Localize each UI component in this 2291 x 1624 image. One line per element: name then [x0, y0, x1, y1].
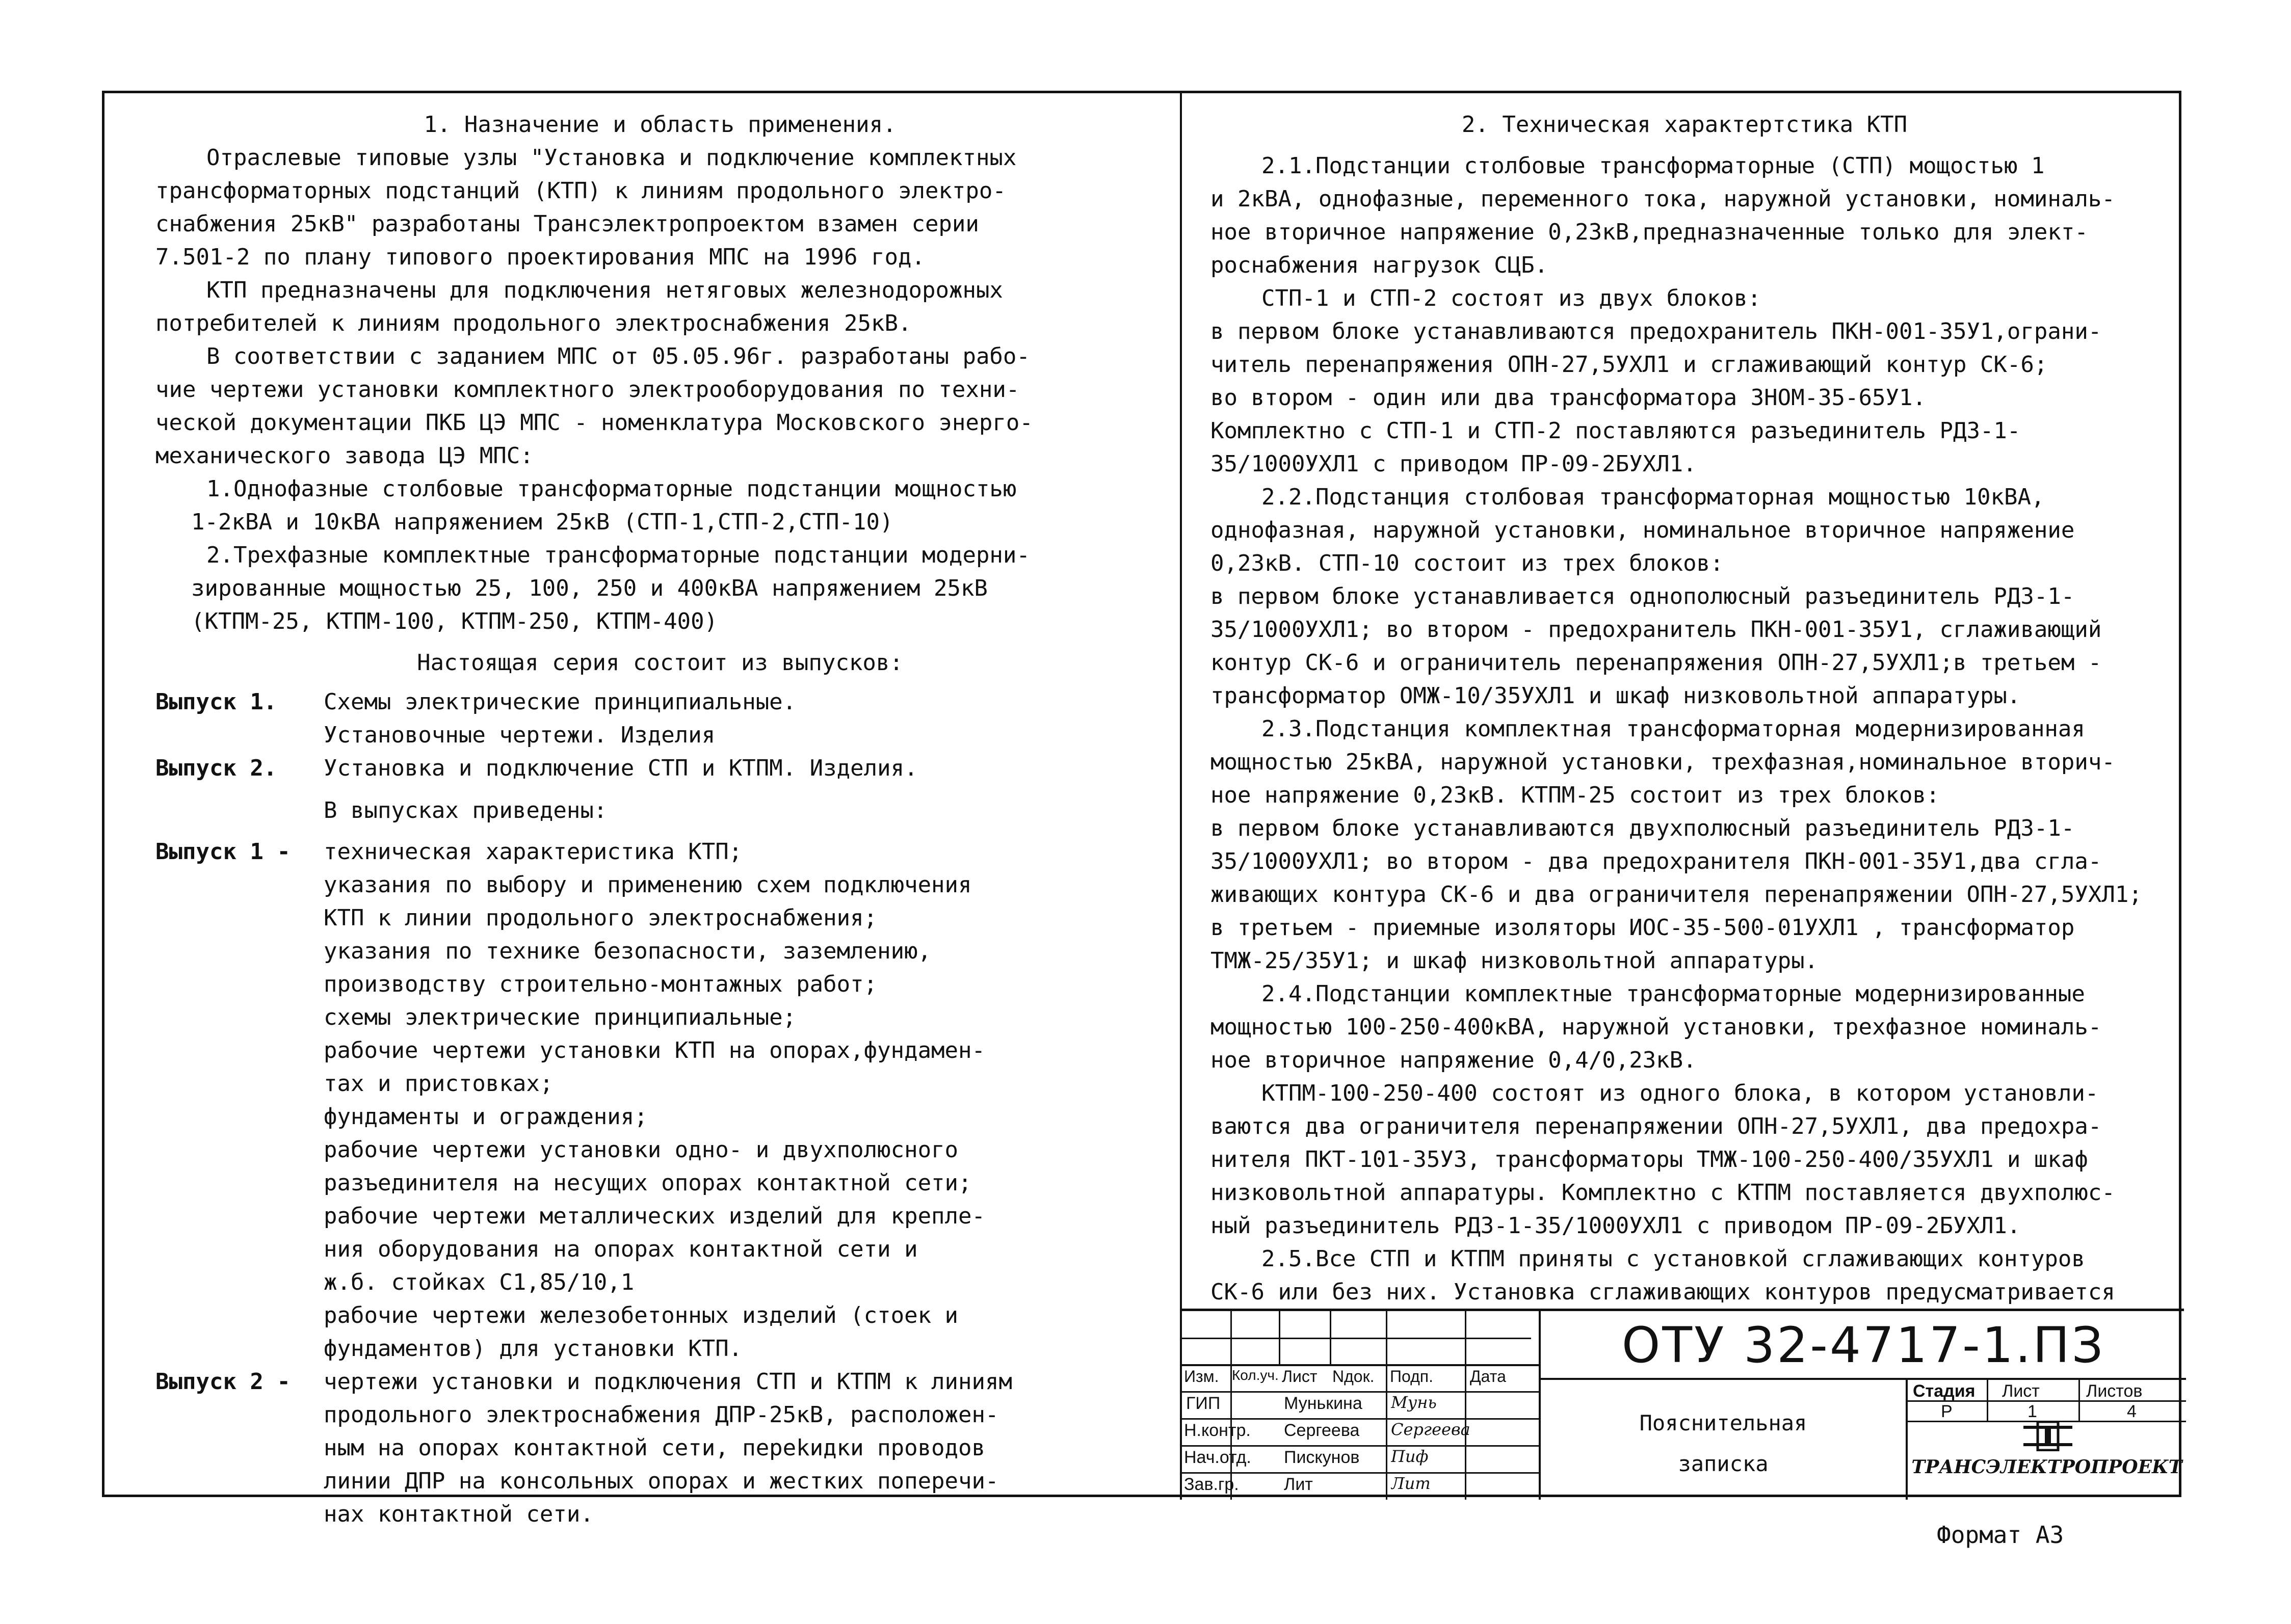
header-ndok: Nдок. [1332, 1367, 1375, 1386]
text-line: Установочные чертежи. Изделия [324, 722, 716, 748]
text-line: продольного электроснабжения ДПР-25кВ, расположен- [324, 1402, 999, 1428]
row-name: Пискунов [1284, 1448, 1360, 1467]
text-line: 1.Однофазные столбовые трансформаторные подстанции мощностью [206, 476, 1017, 502]
text-line: КТП к линии продольного электроснабжения; [324, 905, 878, 931]
text-line: Отраслевые типовые узлы "Установка и подключение комплектных [206, 145, 1017, 171]
signature-grid [1182, 1311, 1539, 1500]
text-line: 35/1000УХЛ1 с приводом ПР-09-2БУХЛ1. [1210, 451, 1697, 477]
text-line: потребителей к линиям продольного электроснабжения 25кВ. [155, 310, 912, 336]
stage-label: Стадия [1913, 1381, 1976, 1401]
text-line: производству строительно-монтажных работ; [324, 971, 878, 997]
text-line: рабочие чертежи установки одно- и двухполюсного [324, 1137, 959, 1163]
text-line: ное напряжение 0,23кВ. КТПМ-25 состоит из трех блоков: [1210, 782, 1940, 808]
document-name [1539, 1380, 1906, 1500]
text-line: рабочие чертежи железобетонных изделий (стоек и [324, 1302, 959, 1328]
org-logo-icon [2022, 1421, 2073, 1451]
row-signature: Пиф [1391, 1447, 1429, 1466]
text-line: 2.1.Подстанции столбовые трансформаторные (СТП) мощостью 1 [1261, 153, 2045, 179]
text-line: низковольтной аппаратуры. Комплектно с КТПМ поставляется двухполюс- [1210, 1180, 2115, 1206]
text-line: рабочие чертежи металлических изделий для крепле- [324, 1203, 986, 1229]
text-line: чертежи установки и подключения СТП и КТПМ к линиям [324, 1369, 1013, 1395]
release-label: Выпуск 1 - [155, 839, 291, 865]
text-line: снабжения 25кВ" разработаны Трансэлектропроектом взамен серии [155, 211, 979, 237]
text-line: КТП предназначены для подключения нетяговых железнодорожных [206, 277, 1003, 303]
drawing-sheet [102, 91, 2182, 1527]
release-1-contents [155, 836, 1165, 1366]
text-line: в первом блоке устанавливаются предохранитель ПКН-001-35У1,ограни- [1210, 318, 2102, 344]
text-line: (КТПМ-25, КТПМ-100, КТПМ-250, КТПМ-400) [191, 608, 718, 634]
given-heading: В выпусках приведены: [324, 797, 608, 823]
text-line: фундаментов) для установки КТП. [324, 1336, 743, 1362]
text-line: во втором - один или два трансформатора ЗНОМ-35-65У1. [1210, 385, 1926, 411]
text-line: чие чертежи установки комплектного электрооборудования по техни- [155, 377, 1020, 403]
text-line: 7.501-2 по плану типового проектирования МПС на 1996 год. [155, 244, 925, 270]
release-2-row [155, 752, 1165, 785]
row-signature: Лит [1391, 1474, 1431, 1493]
row-name: Сергеева [1284, 1421, 1360, 1440]
text-line: СТП-1 и СТП-2 состоят из двух блоков: [1261, 285, 1761, 311]
row-role: Н.контр. [1184, 1421, 1251, 1440]
text-line: читель перенапряжения ОПН-27,5УХЛ1 и сглаживающий контур СК-6; [1210, 352, 2048, 378]
text-line: ческой документации ПКБ ЦЭ МПС - номенклатура Московского энерго- [155, 410, 1033, 436]
row-signature: Сергеева [1391, 1420, 1470, 1439]
row-name: Лит [1284, 1475, 1313, 1494]
document-code: ОТУ 32-4717-1.ПЗ [1539, 1311, 2186, 1380]
text-line: нах контактной сети. [324, 1501, 594, 1527]
text-line: В соответствии с заданием МПС от 05.05.96г. разработаны рабо- [206, 343, 1030, 369]
text-line: в третьем - приемные изоляторы ИОС-35-500-01УХЛ1 , трансформатор [1210, 915, 2075, 941]
text-line: ным на опорах контактной сети, переkидки проводов [324, 1435, 986, 1461]
text-line: 0,23кВ. СТП-10 состоит из трех блоков: [1210, 550, 1724, 576]
sheets-value: 4 [2127, 1402, 2137, 1421]
section-1-heading: 1. Назначение и область применения. [424, 112, 897, 138]
text-line: 35/1000УХЛ1; во втором - предохранитель ПКН-001-35У1, сглаживающий [1210, 617, 2102, 643]
text-line: контур СК-6 и ограничитель перенапряжения ОПН-27,5УХЛ1;в третьем - [1210, 650, 2102, 676]
text-line: КТПМ-100-250-400 состоят из одного блока, в котором установли- [1261, 1080, 2099, 1106]
text-line: 2.4.Подстанции комплектные трансформаторные модернизированные [1261, 981, 2085, 1007]
text-line: 2.3.Подстанция комплектная трансформаторная модернизированная [1261, 716, 2085, 742]
section-2-heading: 2. Техническая характертстика КТП [1461, 112, 1908, 138]
text-line: нителя ПКТ-101-35У3, трансформаторы ТМЖ-100-250-400/35УХЛ1 и шкаф [1210, 1147, 2088, 1173]
release-label: Выпуск 2 - [155, 1369, 291, 1395]
row-role: ГИП [1186, 1394, 1221, 1413]
row-role: Нач.отд. [1184, 1448, 1251, 1467]
text-line: зированные мощностью 25, 100, 250 и 400кВА напряжением 25кВ [191, 575, 988, 601]
sheet-format: Формат А3 [1937, 1521, 2064, 1549]
text-line: 2.2.Подстанция столбовая трансформаторная мощностью 10кВА, [1261, 484, 2045, 510]
text-line: ное вторичное напряжение 0,4/0,23кВ. [1210, 1047, 1697, 1073]
text-line: 1-2кВА и 10кВА напряжением 25кВ (СТП-1,СТП-2,СТП-10) [191, 509, 893, 535]
text-line: трансформатор ОМЖ-10/35УХЛ1 и шкаф низковольтной аппаратуры. [1210, 683, 2021, 709]
text-line: ния оборудования на опорах контактной сети и [324, 1236, 918, 1262]
text-line: Комплектно с СТП-1 и СТП-2 поставляются разъединитель РДЗ-1- [1210, 418, 2021, 444]
text-line: рабочие чертежи установки КТП на опорах,фундамен- [324, 1037, 986, 1063]
text-line: указания по выбору и применению схем подключения [324, 872, 972, 898]
text-line: мощностью 25кВА, наружной установки, трехфазная,номинальное вторич- [1210, 749, 2115, 775]
text-line: трансформаторных подстанций (КТП) к линиям продольного электро- [155, 178, 1006, 204]
header-izm: Изм. [1184, 1367, 1219, 1386]
text-line: механического завода ЦЭ МПС: [155, 443, 534, 469]
release-label: Выпуск 1. [155, 689, 277, 715]
text-line: указания по технике безопасности, заземлению, [324, 938, 932, 964]
text-line: в первом блоке устанавливаются двухполюсный разъединитель РДЗ-1- [1210, 815, 2075, 841]
document-name-line-2: записка [1678, 1451, 1769, 1476]
text-line: СК-6 или без них. Установка сглаживающих контуров предусматривается [1210, 1279, 2115, 1305]
row-signature: Мунь [1391, 1393, 1437, 1412]
header-podp: Подп. [1390, 1367, 1433, 1386]
header-data: Дата [1470, 1367, 1506, 1386]
left-column [155, 109, 1165, 1531]
text-line: 35/1000УХЛ1; во втором - два предохранителя ПКН-001-35У1,два сгла- [1210, 848, 2102, 874]
text-line: Установка и подключение СТП и КТПМ. Изделия. [324, 755, 918, 781]
header-list: Лист [1282, 1367, 1318, 1386]
stage-value: Р [1941, 1402, 1953, 1421]
text-line: схемы электрические принципиальные; [324, 1004, 797, 1030]
release-2-contents [155, 1366, 1165, 1531]
text-line: разъединителя на несущих опорах контактной сети; [324, 1170, 972, 1196]
column-divider [1180, 93, 1182, 1309]
sheet-label: Лист [2002, 1381, 2040, 1401]
stage-sheet-block [1906, 1380, 2186, 1500]
text-line: ж.б. стойках С1,85/10,1 [324, 1269, 635, 1295]
text-line: техническая характеристика КТП; [324, 839, 743, 865]
row-name: Мунькина [1284, 1394, 1362, 1413]
text-line: живающих контура СК-6 и два ограничителя перенапряжении ОПН-27,5УХЛ1; [1210, 882, 2142, 908]
text-line: тах и пристовках; [324, 1071, 554, 1097]
text-line: линии ДПР на консольных опорах и жестких поперечи- [324, 1468, 999, 1494]
text-line: фундаменты и ограждения; [324, 1104, 648, 1130]
release-1-row [155, 686, 1165, 752]
document-name-line-1: Пояснительная [1639, 1410, 1807, 1435]
row-role: Зав.гр. [1184, 1475, 1239, 1494]
header-kol-uch: Кол.уч. [1232, 1367, 1279, 1383]
series-heading: Настоящая серия состоит из выпусков: [417, 650, 903, 676]
text-line: однофазная, наружной установки, номинальное вторичное напряжение [1210, 517, 2075, 543]
text-line: роснабжения нагрузок СЦБ. [1210, 252, 1548, 278]
text-line: в первом блоке устанавливается однополюсный разъединитель РДЗ-1- [1210, 583, 2075, 609]
text-line: ваются два ограничителя перенапряжении ОПН-27,5УХЛ1, два предохра- [1210, 1113, 2102, 1139]
right-column [1210, 109, 2158, 1309]
release-label: Выпуск 2. [155, 755, 277, 781]
sheets-label: Листов [2086, 1381, 2143, 1401]
organization-name: ТРАНСЭЛЕКТРОПРОЕКТ [1911, 1456, 2182, 1478]
title-block [1180, 1309, 2184, 1500]
text-line: ный разъединитель РДЗ-1-35/1000УХЛ1 с приводом ПР-09-2БУХЛ1. [1210, 1213, 2021, 1239]
text-line: Схемы электрические принципиальные. [324, 689, 797, 715]
text-line: ТМЖ-25/35У1; и шкаф низковольтной аппаратуры. [1210, 948, 1819, 974]
text-line: ное вторичное напряжение 0,23кВ,предназначенные только для элект- [1210, 219, 2088, 245]
text-line: мощностью 100-250-400кВА, наружной установки, трехфазное номиналь- [1210, 1014, 2102, 1040]
sheet-value: 1 [2027, 1402, 2037, 1421]
text-line: 2.Трехфазные комплектные трансформаторные подстанции модерни- [206, 542, 1030, 568]
text-line: и 2кВА, однофазные, переменного тока, наружной установки, номиналь- [1210, 186, 2115, 212]
text-line: 2.5.Все СТП и КТПМ приняты с установкой сглаживающих контуров [1261, 1246, 2085, 1272]
